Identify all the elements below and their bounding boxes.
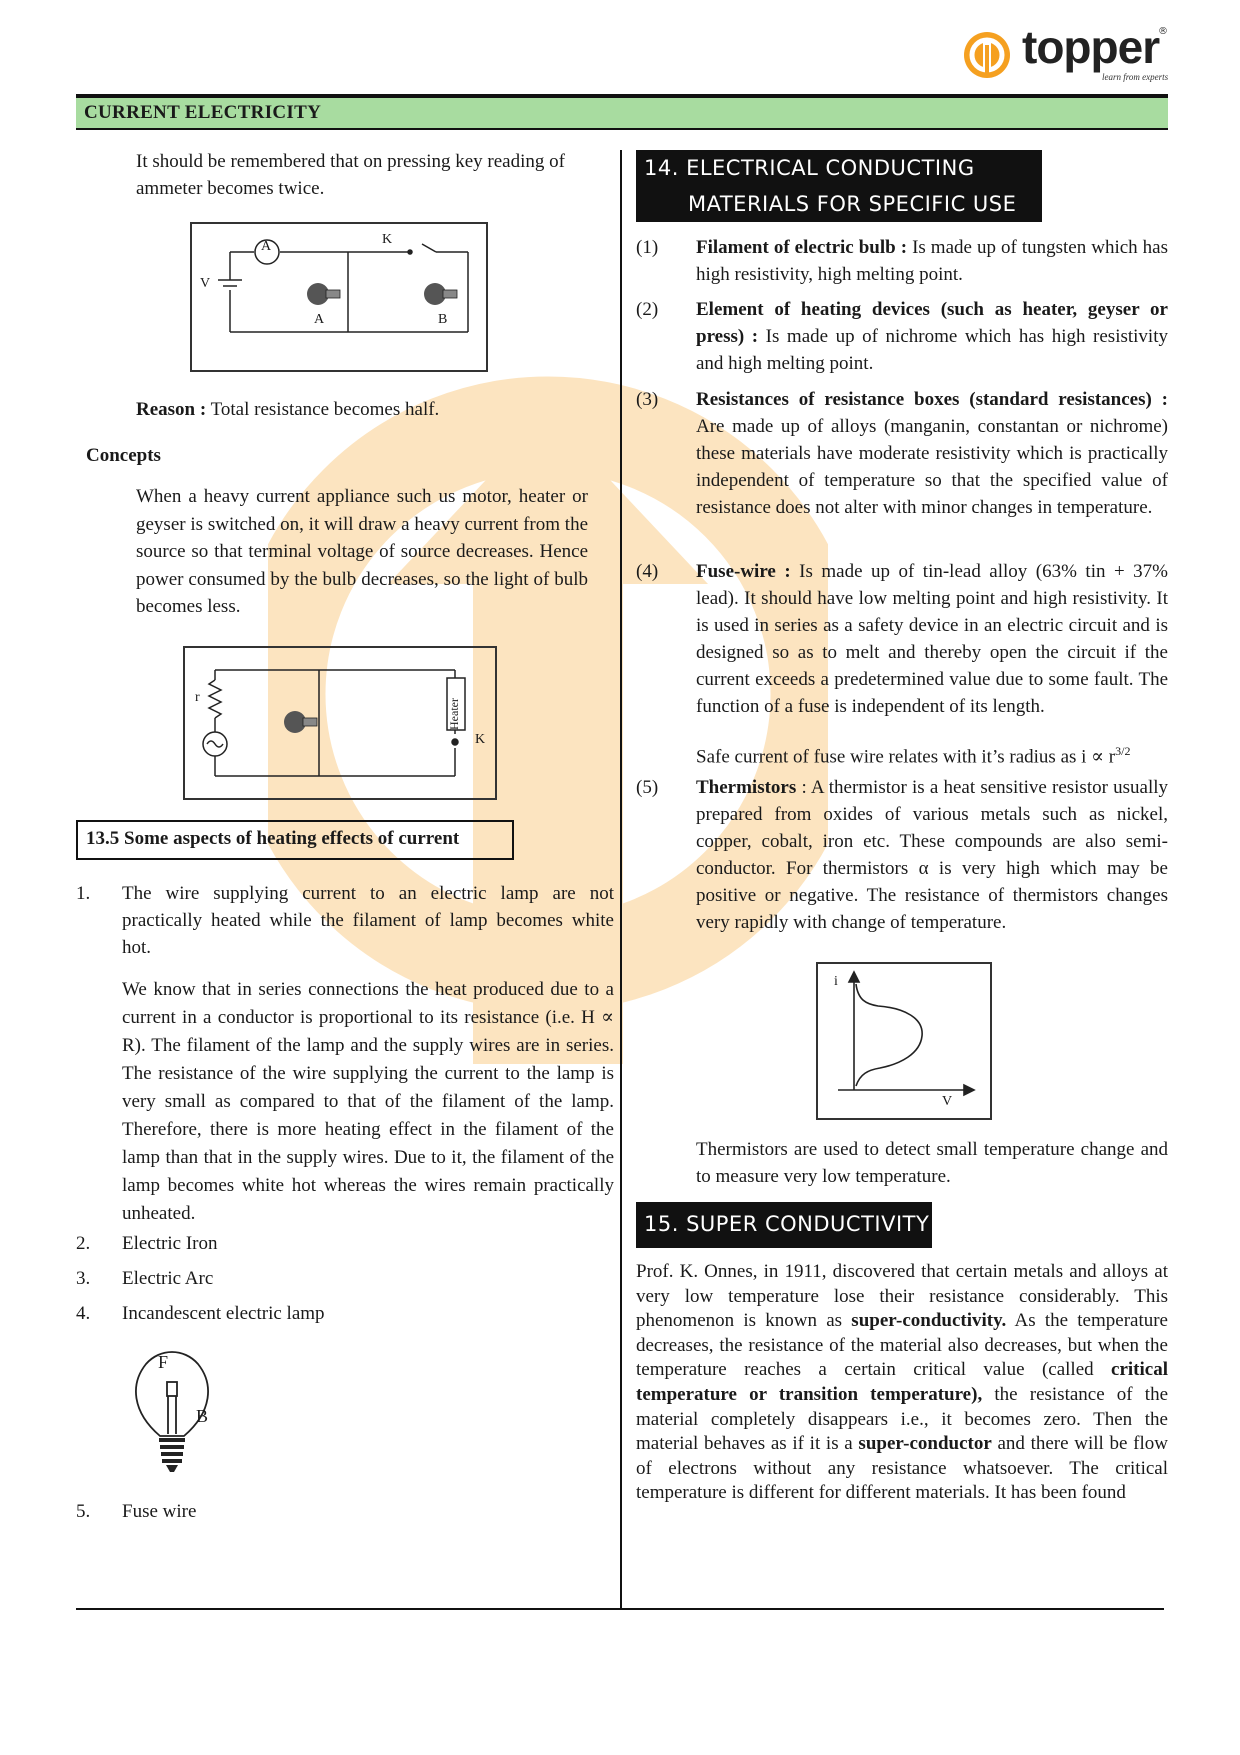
- thermistor-use-text: Thermistors are used to detect small temperature change and to measure very low temperature.: [696, 1139, 1168, 1187]
- ammeter-label: A: [261, 239, 272, 254]
- reason-label: Reason :: [136, 399, 207, 420]
- sc-bold-2: critical temperature or transition temperature),: [636, 1359, 1168, 1405]
- bulb-b-icon: [424, 283, 457, 305]
- material-label: Resistances of resistance boxes (standard resistances) :: [696, 389, 1168, 410]
- circuit-diagram-2: [183, 646, 497, 800]
- bulb-a-icon: [307, 283, 340, 305]
- item-text: Electric Iron: [122, 1233, 218, 1254]
- item-number: 1.: [76, 883, 91, 904]
- logo-tagline: learn from experts: [1102, 72, 1169, 82]
- item-number: 3.: [76, 1268, 91, 1289]
- concepts-heading: Concepts: [86, 445, 161, 466]
- superconductivity-paragraph: [636, 1260, 1168, 1506]
- bulb-label: B: [196, 1406, 209, 1426]
- item-number: (2): [636, 299, 659, 320]
- item-number: 5.: [76, 1501, 91, 1522]
- intro-text: It should be remembered that on pressing key reading of ammeter becomes twice.: [136, 151, 565, 199]
- bulb-a-label: A: [314, 312, 325, 327]
- material-text: : A thermistor is a heat sensitive resistor usually prepared from oxides of various metals such as nickel, copper, cobalt, iron etc. These compounds are also semi-conductor. For thermistors α is very high which may be positive or negative. The resistance of thermistors changes very rapidly with change of temperature.: [696, 777, 1168, 933]
- item-number: (4): [636, 561, 659, 582]
- chapter-header-band: [76, 94, 1168, 130]
- material-text: Is made up of tungsten which has high resistivity, high melting point.: [696, 237, 1168, 285]
- section-15-title: [636, 1202, 932, 1248]
- fuse-safe-text: Safe current of fuse wire relates with it’s radius as i ∝ r: [696, 746, 1116, 768]
- item-number: (3): [636, 389, 659, 410]
- material-text: Is made up of nichrome which has high resistivity and high melting point.: [696, 326, 1168, 374]
- material-label: Fuse-wire :: [696, 561, 791, 582]
- logo-brand-text: topper: [1022, 21, 1160, 73]
- material-label: Filament of electric bulb :: [696, 237, 908, 258]
- key-k-label: K: [475, 732, 486, 747]
- fuse-safe-current-line: [696, 738, 1168, 770]
- section-14-title: [636, 150, 1042, 222]
- sc-bold-1: super-conductivity.: [851, 1310, 1007, 1332]
- item-text: Incandescent electric lamp: [122, 1303, 325, 1324]
- heater-label: Heater: [447, 698, 461, 730]
- graph-x-label: V: [942, 1094, 953, 1109]
- section-14-title-line2: MATERIALS FOR SPECIFIC USE: [688, 192, 1017, 216]
- footer-rule: [76, 1608, 1164, 1610]
- item-text: Electric Arc: [122, 1268, 214, 1289]
- sc-bold-3: super-conductor: [858, 1433, 992, 1455]
- topper-logo-icon: [962, 30, 1012, 80]
- sc-text-3: the resistance of the material completely disappears i.e., it becomes zero. Then the material behaves as if it is a: [636, 1383, 1169, 1455]
- chapter-title: CURRENT ELECTRICITY: [84, 102, 322, 123]
- filament-label: F: [158, 1352, 169, 1372]
- bulb-icon: [284, 711, 317, 733]
- material-text: Is made up of tin-lead alloy (63% tin + 37% lead). It should have low melting point and high resistivity. It is used in series as a safety device in an electric circuit and is designed so as to melt and thereby open the circuit if the current exceeds a predetermined value due to some fault. The function of a fuse is independent of its length.: [696, 561, 1168, 717]
- item-number: 4.: [76, 1303, 91, 1324]
- thermistor-graph: [816, 962, 992, 1120]
- graph-y-label: i: [834, 974, 838, 989]
- section-15-title-text: 15. SUPER CONDUCTIVITY: [644, 1212, 930, 1236]
- sc-text-1: Prof. K. Onnes, in 1911, discovered that certain metals and alloys at very low temperature lose their resistance considerably. This phenomenon is known as: [636, 1261, 1168, 1332]
- subsection-13-5-title: 13.5 Some aspects of heating effects of current: [76, 820, 514, 860]
- item-text: Fuse wire: [122, 1501, 197, 1522]
- circuit-diagram-1: [190, 222, 488, 372]
- item-text: The wire supplying current to an electric lamp are not practically heated while the filament of lamp becomes white hot.: [122, 883, 614, 958]
- resistor-label: r: [195, 690, 200, 705]
- item-1-paragraph: We know that in series connections the heat produced due to a current in a conductor is proportional to its resistance (i.e. H ∝ R). The filament of the lamp and the supply wires are in series. The resistance of the wire supplying the current to the lamp is very small as compared to that of the filament of the lamp. Therefore, there is more heating effect in the filament of the lamp than that in the supply wires. Due to it, the filament of the lamp becomes white hot whereas the wires remain practically unheated.: [122, 979, 614, 1224]
- material-text: Are made up of alloys (manganin, constantan or nichrome) these materials have moderate resistivity which is practically independent of temperature so that the specified value of resistance does not alter with minor changes in temperature.: [696, 416, 1168, 518]
- column-divider: [620, 150, 622, 1610]
- voltage-label: V: [200, 276, 211, 291]
- section-14-title-line1: 14. ELECTRICAL CONDUCTING: [644, 156, 975, 180]
- concepts-text: When a heavy current appliance such us motor, heater or geyser is switched on, it will draw a heavy current from the source so that terminal voltage of source decreases. Hence power consumed by the bulb decreases, so the light of bulb becomes less.: [136, 486, 588, 617]
- key-label: K: [382, 232, 393, 247]
- incandescent-bulb-figure: [122, 1346, 222, 1476]
- brand-logo: [962, 21, 1182, 86]
- bulb-b-label: B: [438, 312, 448, 327]
- item-number: (5): [636, 777, 659, 798]
- reason-line: [136, 396, 614, 423]
- fuse-safe-exponent: 3/2: [1115, 744, 1131, 758]
- thermistor-graph-drawing: [818, 964, 990, 1118]
- material-label: Element of heating devices (such as heater, geyser or press) :: [696, 299, 1168, 347]
- logo-registered-mark: ®: [1158, 26, 1168, 37]
- reason-text: Total resistance becomes half.: [206, 399, 440, 420]
- material-label: Thermistors: [696, 777, 797, 798]
- item-number: (1): [636, 237, 659, 258]
- sc-text-4: and there will be flow of electrons without any resistance whatsoever. The critical temperature is different for different materials. It has been found: [636, 1433, 1168, 1504]
- item-number: 2.: [76, 1233, 91, 1254]
- sc-text-2: As the temperature decreases, the resistance of the material also decreases, but when the temperature reaches a certain critical value (called: [636, 1310, 1168, 1381]
- circuit-1-drawing: [192, 224, 486, 370]
